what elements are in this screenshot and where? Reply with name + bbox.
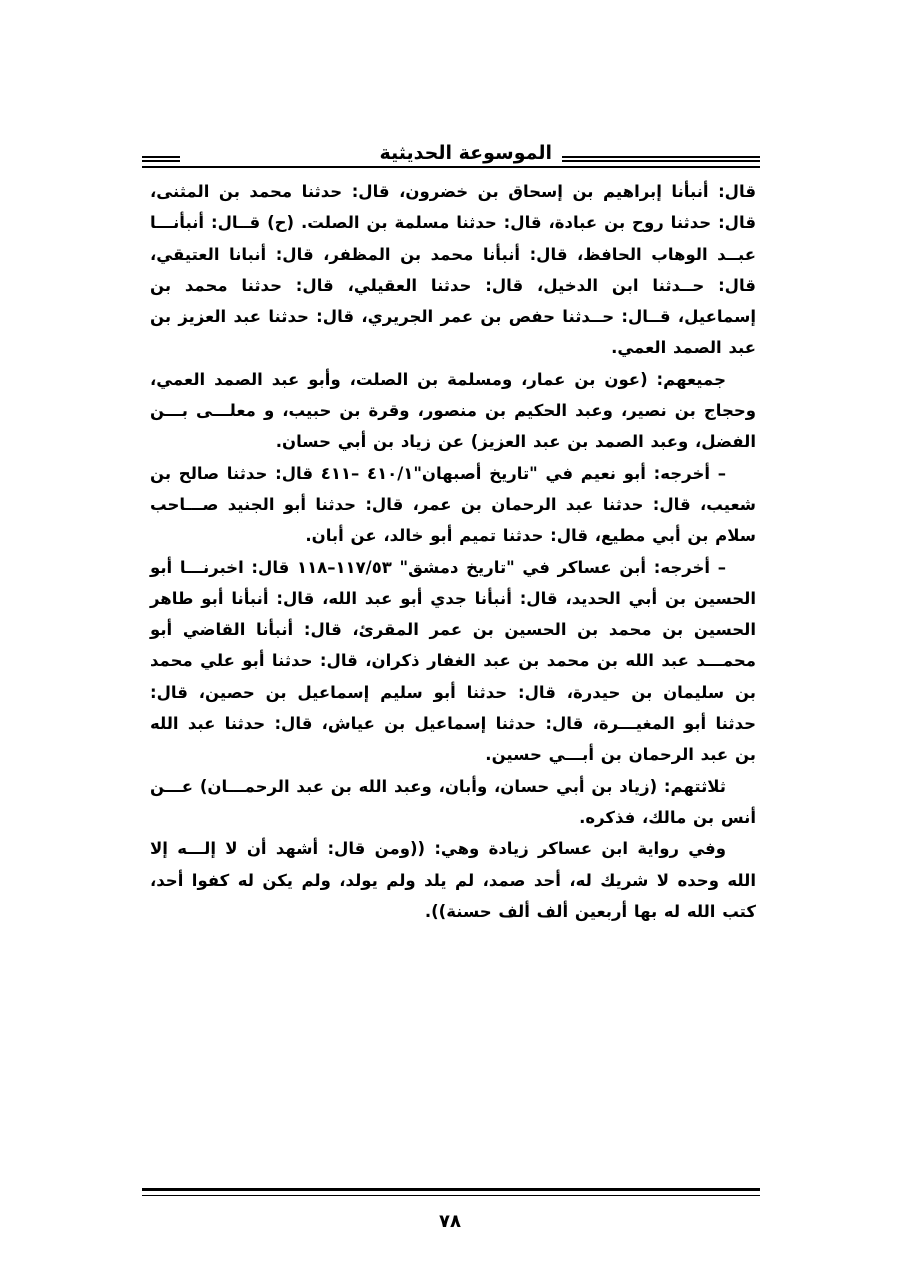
paragraph-addition: وفي رواية ابن عساكر زيادة وهي: ((ومن قال: أشهد أن لا إلـــه إلا الله وحده لا شريك له، أحد صمد، لم يلد ولم يولد، ولم يكن له كفوا أحد، كتب الله له بها أربعين ألف ألف حسنة)).: [150, 839, 756, 921]
paragraph-ibn-asakir-source: – أخرجه: أبن عساكر في "تاريخ دمشق" ١١٧/٥٣–١١٨ قال: اخبرنـــا أبو الحسين بن أبي الحديد، قال: أنبأنا جدي أبو عبد الله، قال: أنبأنا أبو طاهر الحسين بن محمد بن الحسين بن عمر المقرئ، قال: أنبأنا القاضي أبو محمـــد عبد الله بن محمد بن عبد الغفار ذكران، قال: حدثنا أبو علي محمد بن سليمان بن حيدرة، قال: حدثنا أبو سليم إسماعيل بن حصين، قال: حدثنا أبو المغيـــرة، قال: حدثنا إسماعيل بن عياش، قال: حدثنا عبد الله بن عبد الرحمان بن أبـــي حسين.: [150, 557, 756, 765]
header-double-rule-right: [562, 156, 760, 158]
header-underline-rule: [142, 166, 760, 168]
paragraph-three-narrators: ثلاثتهم: (زياد بن أبي حسان، وأبان، وعبد الله بن عبد الرحمـــان) عـــن أنس بن مالك، فذكره.: [150, 776, 756, 827]
footer-thick-rule: [142, 1188, 760, 1191]
running-header: [142, 138, 760, 174]
paragraph-abu-nuaym-source: – أخرجه: أبو نعيم في "تاريخ أصبهان"٤١٠/١ –٤١١ قال: حدثنا صالح بن شعيب، قال: حدثنا عبد الرحمان بن عمر، قال: حدثنا أبو الجنيد صـــاحب سلام بن أبي مطيع، قال: حدثنا تميم أبو خالد، عن أبان.: [150, 463, 756, 546]
footer-thin-rule: [142, 1195, 760, 1196]
paragraph-isnad-chain: قال: أنبأنا إبراهيم بن إسحاق بن خضرون، قال: حدثنا محمد بن المثنى، قال: حدثنا روح بن عبادة، قال: حدثنا مسلمة بن الصلت. (ح) قــال: أنبأنـــا عبــد الوهاب الحافظ، قال: أنبأنا محمد بن المظفر، قال: أنبانا العتيقي، قال: حــدثنا ابن الدخيل، قال: حدثنا العقيلي، قال: حدثنا محمد بن إسماعيل، قــال: حــدثنا حفص بن عمر الجريري، قال: حدثنا عبد العزيز بن عبد الصمد العمي.: [150, 182, 756, 358]
paragraph-narrators: جميعهم: (عون بن عمار، ومسلمة بن الصلت، وأبو عبد الصمد العمي، وحجاج بن نصير، وعبد الحكيم بن منصور، وقرة بن حبيب، و معلـــى بـــن الفضل، وعبد الصمد بن عبد العزيز) عن زياد بن أبي حسان.: [150, 369, 756, 452]
page-number: ٧٨: [439, 1211, 461, 1232]
main-text: [150, 176, 756, 927]
header-double-rule-left: [142, 156, 180, 158]
book-title: الموسوعة الحديثية: [374, 140, 559, 166]
